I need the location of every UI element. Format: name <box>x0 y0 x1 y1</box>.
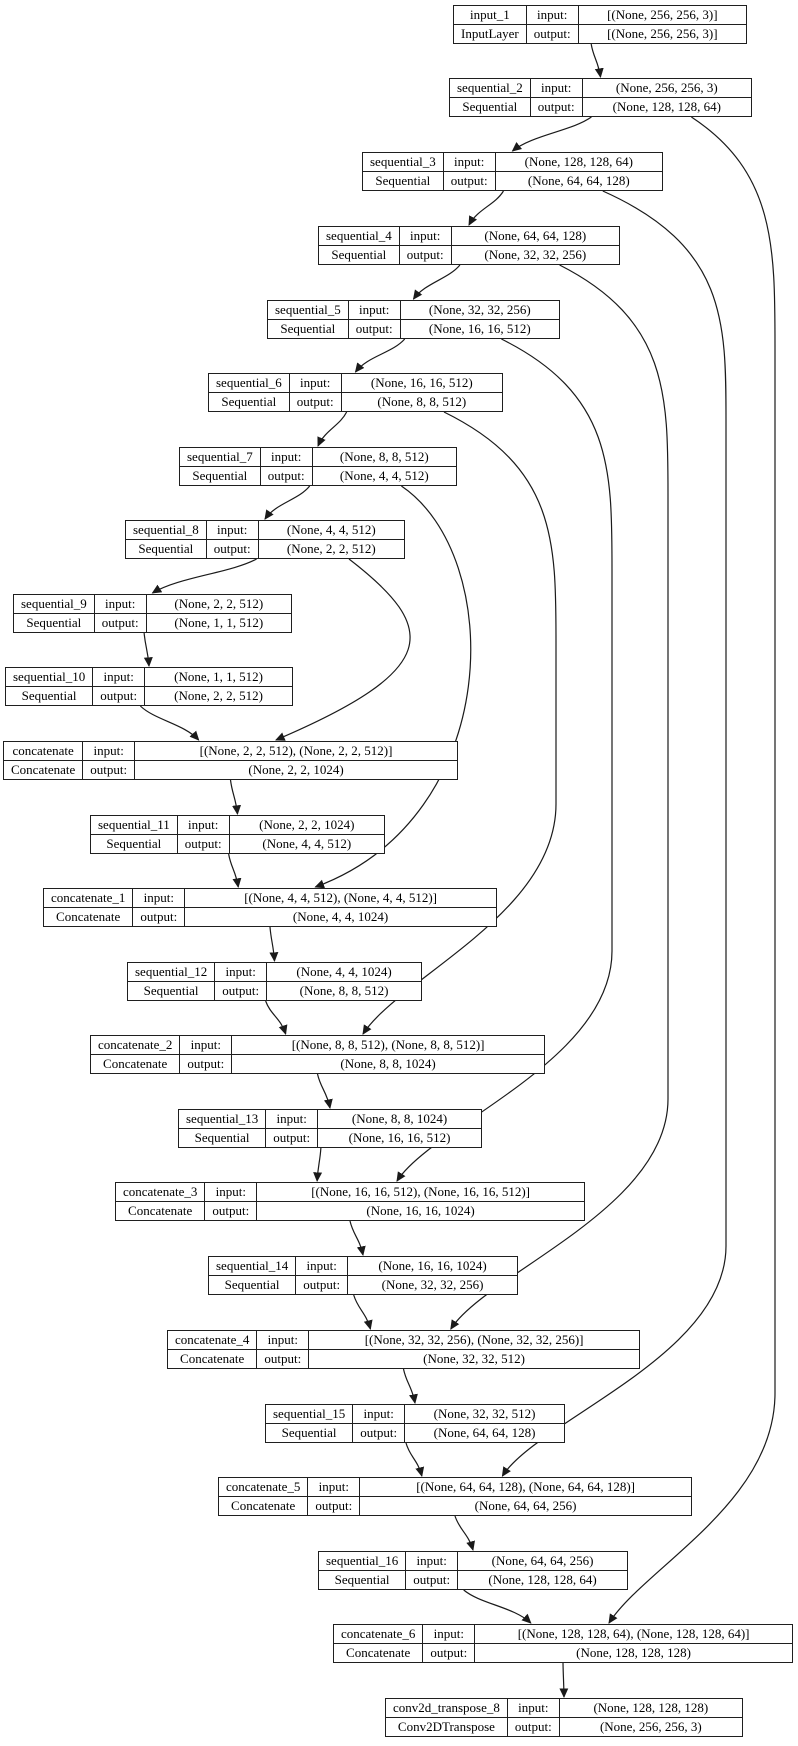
input-shape: (None, 2, 2, 1024) <box>230 816 384 835</box>
output-shape: (None, 8, 8, 512) <box>299 982 389 998</box>
edge-concatenate-to-sequential_11 <box>231 780 238 814</box>
output-shape: (None, 16, 16, 512) <box>348 1129 451 1145</box>
edge-concatenate_1-to-sequential_12 <box>270 927 275 961</box>
input-shape: (None, 16, 16, 512) <box>342 374 502 393</box>
input-label: input: <box>527 6 579 25</box>
output-shape: (None, 32, 32, 256) <box>484 246 587 262</box>
edge-sequential_13-to-concatenate_3 <box>317 1148 321 1181</box>
graph-node-sequential_8 <box>125 520 405 559</box>
graph-node-sequential_6 <box>208 373 503 412</box>
layer-type: Sequential <box>319 1571 406 1590</box>
edge-sequential_5-to-sequential_6 <box>356 339 405 372</box>
layer-name: sequential_13 <box>179 1110 266 1129</box>
output-label: output: <box>205 1202 257 1221</box>
graph-node-concatenate_6 <box>333 1624 793 1663</box>
input-shape: [(None, 8, 8, 512), (None, 8, 8, 512)] <box>232 1036 544 1055</box>
graph-node-concatenate_2 <box>90 1035 545 1074</box>
graph-node-sequential_16 <box>318 1551 628 1590</box>
layer-type: Sequential <box>179 1129 266 1148</box>
layer-type: Concatenate <box>168 1350 257 1369</box>
output-shape: (None, 64, 64, 128) <box>527 172 630 188</box>
edge-concatenate_2-to-sequential_13 <box>318 1074 331 1108</box>
skip-edge-sequential_3-to-concatenate_5 <box>502 191 726 1476</box>
layer-name: concatenate_6 <box>334 1625 423 1644</box>
edge-concatenate_4-to-sequential_15 <box>404 1369 416 1403</box>
output-shape: (None, 128, 128, 64) <box>612 98 721 114</box>
input-shape: (None, 256, 256, 3) <box>583 79 751 98</box>
layer-type: Concatenate <box>4 761 83 780</box>
layer-name: input_1 <box>454 6 527 25</box>
graph-node-sequential_12 <box>127 962 422 1001</box>
output-shape: (None, 256, 256, 3) <box>599 1718 702 1734</box>
edge-sequential_9-to-sequential_10 <box>144 633 149 666</box>
output-shape: (None, 2, 2, 512) <box>174 687 263 703</box>
layer-type: Conv2DTranspose <box>386 1718 508 1737</box>
graph-node-sequential_15 <box>265 1404 565 1443</box>
input-label: input: <box>423 1625 475 1644</box>
input-shape: (None, 32, 32, 256) <box>401 301 559 320</box>
input-label: input: <box>83 742 135 761</box>
layer-name: concatenate_3 <box>116 1183 205 1202</box>
layer-type: Sequential <box>268 320 349 339</box>
input-shape: (None, 4, 4, 1024) <box>267 963 421 982</box>
output-label: output: <box>353 1424 405 1443</box>
layer-name: sequential_15 <box>266 1405 353 1424</box>
layer-name: sequential_4 <box>319 227 400 246</box>
output-label: output: <box>178 835 230 854</box>
output-label: output: <box>95 614 147 633</box>
output-label: output: <box>406 1571 458 1590</box>
output-label: output: <box>349 320 401 339</box>
input-label: input: <box>444 153 496 172</box>
input-shape: (None, 64, 64, 128) <box>452 227 619 246</box>
edge-input_1-to-sequential_2 <box>591 44 600 77</box>
graph-node-sequential_3 <box>362 152 663 191</box>
input-shape: [(None, 4, 4, 512), (None, 4, 4, 512)] <box>185 889 496 908</box>
layer-name: sequential_9 <box>14 595 95 614</box>
layer-name: sequential_5 <box>268 301 349 320</box>
layer-type: Concatenate <box>91 1055 180 1074</box>
graph-node-sequential_7 <box>179 447 457 486</box>
graph-node-sequential_13 <box>178 1109 482 1148</box>
output-label: output: <box>133 908 185 927</box>
input-label: input: <box>261 448 313 467</box>
output-label: output: <box>444 172 496 191</box>
layer-type: Concatenate <box>116 1202 205 1221</box>
layer-type: Sequential <box>128 982 215 1001</box>
output-label: output: <box>531 98 583 117</box>
edge-sequential_12-to-concatenate_2 <box>266 1001 286 1034</box>
output-shape: (None, 64, 64, 256) <box>474 1497 577 1513</box>
edge-concatenate_5-to-sequential_16 <box>455 1516 473 1550</box>
layer-type: Sequential <box>363 172 444 191</box>
input-label: input: <box>508 1699 560 1718</box>
layer-type: Sequential <box>6 687 93 706</box>
graph-node-sequential_4 <box>318 226 620 265</box>
output-label: output: <box>527 25 579 44</box>
input-shape: (None, 32, 32, 512) <box>405 1405 564 1424</box>
output-label: output: <box>215 982 267 1001</box>
edge-sequential_7-to-sequential_8 <box>265 486 310 519</box>
output-shape: [(None, 256, 256, 3)] <box>607 25 718 41</box>
layer-type: Sequential <box>180 467 261 486</box>
edge-concatenate_3-to-sequential_14 <box>350 1221 363 1255</box>
layer-name: sequential_10 <box>6 668 93 687</box>
layer-type: Sequential <box>266 1424 353 1443</box>
output-label: output: <box>180 1055 232 1074</box>
layer-name: sequential_11 <box>91 816 178 835</box>
output-shape: (None, 64, 64, 128) <box>433 1424 536 1440</box>
layer-name: concatenate <box>4 742 83 761</box>
graph-node-sequential_2 <box>449 78 752 117</box>
input-shape: [(None, 256, 256, 3)] <box>579 6 746 25</box>
output-label: output: <box>308 1497 360 1516</box>
layer-type: Sequential <box>450 98 531 117</box>
output-shape: (None, 16, 16, 1024) <box>366 1202 475 1218</box>
input-shape: [(None, 128, 128, 64), (None, 128, 128, 64)] <box>475 1625 792 1644</box>
edge-sequential_15-to-concatenate_5 <box>406 1443 422 1476</box>
input-label: input: <box>133 889 185 908</box>
input-label: input: <box>349 301 401 320</box>
graph-node-concatenate_4 <box>167 1330 640 1369</box>
layer-name: sequential_16 <box>319 1552 406 1571</box>
graph-node-concatenate_5 <box>218 1477 692 1516</box>
layer-type: Concatenate <box>44 908 133 927</box>
edge-sequential_10-to-concatenate <box>140 706 198 740</box>
output-label: output: <box>423 1644 475 1663</box>
edge-sequential_4-to-sequential_5 <box>414 265 460 299</box>
layer-name: sequential_12 <box>128 963 215 982</box>
output-label: output: <box>261 467 313 486</box>
edge-concatenate_6-to-conv2d_transpose_8 <box>563 1663 564 1697</box>
output-label: output: <box>93 687 145 706</box>
layer-name: concatenate_2 <box>91 1036 180 1055</box>
input-shape: (None, 4, 4, 512) <box>259 521 404 540</box>
input-label: input: <box>266 1110 318 1129</box>
layer-name: concatenate_5 <box>219 1478 308 1497</box>
output-shape: (None, 2, 2, 512) <box>286 540 376 556</box>
output-shape: (None, 2, 2, 1024) <box>248 761 344 777</box>
graph-node-sequential_9 <box>13 594 292 633</box>
output-shape: (None, 4, 4, 512) <box>339 467 429 483</box>
edge-sequential_8-to-sequential_9 <box>153 559 257 593</box>
layer-name: concatenate_1 <box>44 889 133 908</box>
output-shape: (None, 1, 1, 512) <box>174 614 264 630</box>
output-label: output: <box>83 761 135 780</box>
layer-name: sequential_14 <box>209 1257 296 1276</box>
graph-node-sequential_11 <box>90 815 385 854</box>
input-label: input: <box>531 79 583 98</box>
input-shape: (None, 8, 8, 1024) <box>318 1110 481 1129</box>
graph-node-conv2d_transpose_8 <box>385 1698 743 1737</box>
graph-node-input_1 <box>453 5 747 44</box>
output-shape: (None, 32, 32, 512) <box>423 1350 525 1366</box>
input-label: input: <box>207 521 259 540</box>
graph-node-concatenate_1 <box>43 888 497 927</box>
skip-edge-sequential_8-to-concatenate <box>276 559 410 740</box>
input-shape: [(None, 32, 32, 256), (None, 32, 32, 256)] <box>309 1331 639 1350</box>
layer-name: sequential_8 <box>126 521 207 540</box>
edge-sequential_11-to-concatenate_1 <box>229 854 239 887</box>
input-shape: [(None, 2, 2, 512), (None, 2, 2, 512)] <box>135 742 457 761</box>
input-shape: (None, 16, 16, 1024) <box>348 1257 517 1276</box>
output-shape: (None, 8, 8, 512) <box>377 393 467 409</box>
layer-name: sequential_7 <box>180 448 261 467</box>
skip-edge-sequential_4-to-concatenate_4 <box>451 265 668 1329</box>
graph-node-concatenate_3 <box>115 1182 585 1221</box>
input-label: input: <box>257 1331 309 1350</box>
input-shape: (None, 128, 128, 64) <box>496 153 662 172</box>
input-label: input: <box>406 1552 458 1571</box>
graph-node-sequential_10 <box>5 667 293 706</box>
layer-name: sequential_3 <box>363 153 444 172</box>
layer-type: Concatenate <box>219 1497 308 1516</box>
graph-node-concatenate <box>3 741 458 780</box>
output-shape: (None, 16, 16, 512) <box>428 320 531 336</box>
layer-type: Sequential <box>319 246 400 265</box>
input-label: input: <box>400 227 452 246</box>
input-shape: (None, 8, 8, 512) <box>313 448 456 467</box>
layer-type: Sequential <box>14 614 95 633</box>
layer-type: Sequential <box>209 393 290 412</box>
input-label: input: <box>308 1478 360 1497</box>
layer-name: sequential_6 <box>209 374 290 393</box>
input-label: input: <box>95 595 147 614</box>
input-shape: (None, 1, 1, 512) <box>145 668 292 687</box>
input-label: input: <box>178 816 230 835</box>
input-shape: (None, 128, 128, 128) <box>560 1699 742 1718</box>
input-shape: (None, 2, 2, 512) <box>147 595 291 614</box>
edge-sequential_6-to-sequential_7 <box>318 412 347 446</box>
layer-name: concatenate_4 <box>168 1331 257 1350</box>
input-label: input: <box>290 374 342 393</box>
graph-node-sequential_5 <box>267 300 560 339</box>
output-shape: (None, 128, 128, 128) <box>576 1644 691 1660</box>
layer-name: conv2d_transpose_8 <box>386 1699 508 1718</box>
output-label: output: <box>290 393 342 412</box>
input-label: input: <box>296 1257 348 1276</box>
output-label: output: <box>266 1129 318 1148</box>
layer-type: InputLayer <box>454 25 527 44</box>
output-label: output: <box>296 1276 348 1295</box>
layer-name: sequential_2 <box>450 79 531 98</box>
input-shape: [(None, 16, 16, 512), (None, 16, 16, 512)] <box>257 1183 584 1202</box>
input-shape: [(None, 64, 64, 128), (None, 64, 64, 128)] <box>360 1478 691 1497</box>
output-label: output: <box>207 540 259 559</box>
layer-type: Sequential <box>91 835 178 854</box>
output-shape: (None, 32, 32, 256) <box>381 1276 484 1292</box>
layer-type: Concatenate <box>334 1644 423 1663</box>
edge-sequential_3-to-sequential_4 <box>469 191 503 225</box>
output-shape: (None, 8, 8, 1024) <box>340 1055 436 1071</box>
skip-edge-sequential_2-to-concatenate_6 <box>609 117 775 1623</box>
edge-sequential_14-to-concatenate_4 <box>354 1295 371 1329</box>
output-label: output: <box>257 1350 309 1369</box>
graph-node-sequential_14 <box>208 1256 518 1295</box>
input-label: input: <box>93 668 145 687</box>
output-shape: (None, 4, 4, 1024) <box>292 908 389 924</box>
output-shape: (None, 128, 128, 64) <box>488 1571 597 1587</box>
layer-type: Sequential <box>126 540 207 559</box>
input-label: input: <box>353 1405 405 1424</box>
output-label: output: <box>508 1718 560 1737</box>
output-shape: (None, 4, 4, 512) <box>262 835 352 851</box>
layer-type: Sequential <box>209 1276 296 1295</box>
edge-sequential_2-to-sequential_3 <box>513 117 592 151</box>
input-shape: (None, 64, 64, 256) <box>458 1552 627 1571</box>
skip-edge-sequential_6-to-concatenate_2 <box>363 412 556 1034</box>
input-label: input: <box>215 963 267 982</box>
input-label: input: <box>180 1036 232 1055</box>
input-label: input: <box>205 1183 257 1202</box>
output-label: output: <box>400 246 452 265</box>
edge-sequential_16-to-concatenate_6 <box>464 1590 531 1623</box>
